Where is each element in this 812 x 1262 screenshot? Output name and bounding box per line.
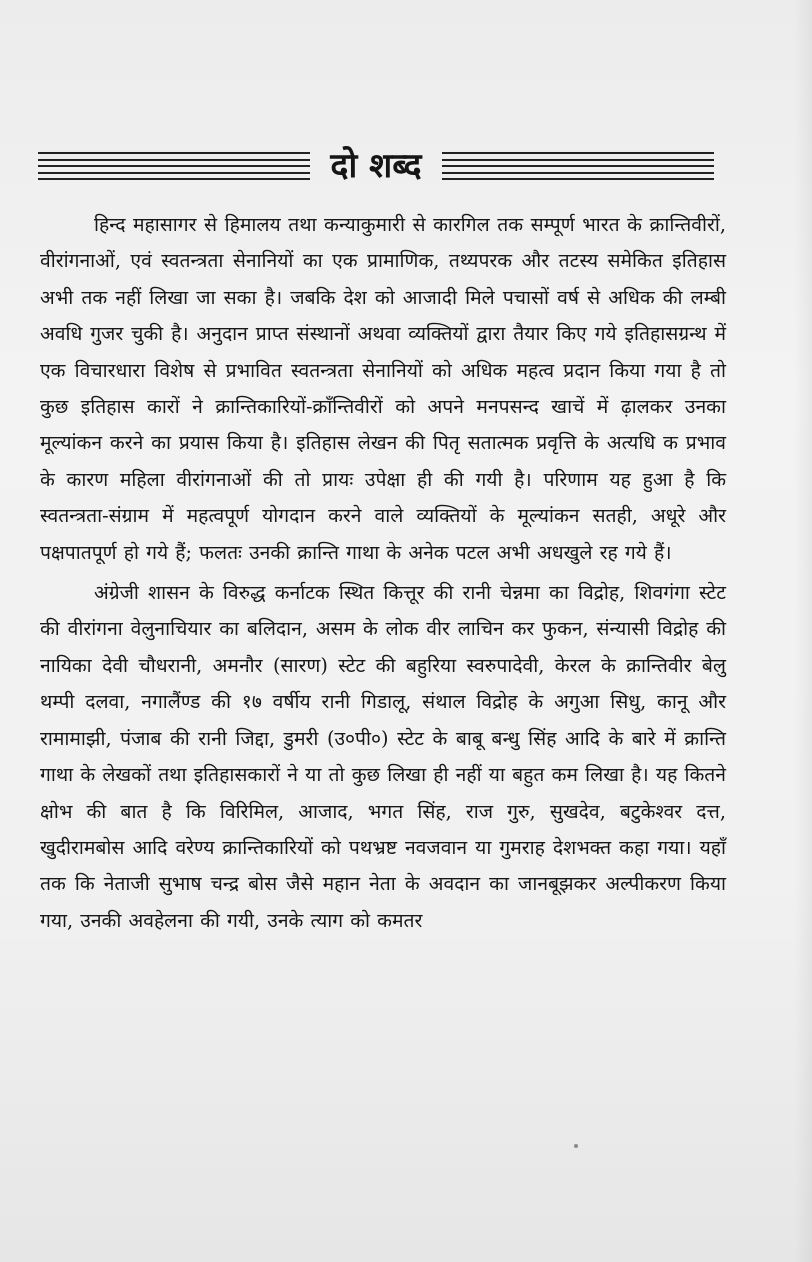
chapter-header	[38, 145, 714, 187]
chapter-title: दो शब्द	[330, 146, 422, 186]
header-rule-left	[38, 152, 310, 180]
body-text	[40, 207, 726, 939]
paragraph-2: अंग्रेजी शासन के विरुद्ध कर्नाटक स्थित कित्तूर की रानी चेन्नमा का विद्रोह, शिवगंगा स्टेट की वीरांगना वेलुनाचियार का बलिदान, असम के लोक वीर लाचिन कर फुकन, संन्यासी विद्रोह की नायिका देवी चौधरानी, अमनौर (सारण) स्टेट की बहुरिया स्वरुपादेवी, केरल के क्रान्तिवीर बेलु थम्पी दलवा, नगालैंण्ड की १७ वर्षीय रानी गिडालू, संथाल विद्रोह के अगुआ सिधु, कानू और रामामाझी, पंजाब की रानी जिद्दा, डुमरी (उ०पी०) स्टेट के बाबू बन्धु सिंह आदि के बारे में क्रान्ति गाथा के लेखकों तथा इतिहासकारों ने या तो कुछ लिखा ही नहीं या बहुत कम लिखा है। यह कितने क्षोभ की बात है कि विरिमिल, आजाद, भगत सिंह, राज गुरु, सुखदेव, बटुकेश्वर दत्त, खुदीरामबोस आदि वरेण्य क्रान्तिकारियों को पथभ्रष्ट नवजवान या गुमराह देशभक्त कहा गया। यहाँ तक कि नेताजी सुभाष चन्द्र बोस जैसे महान नेता के अवदान का जानबूझकर अल्पीकरण किया गया, उनकी अवहेलना की गयी, उनके त्याग को कमतर	[40, 581, 726, 932]
page-edge-shadow	[794, 0, 812, 1262]
header-rule-right	[442, 152, 714, 180]
paragraph-1: हिन्द महासागर से हिमालय तथा कन्याकुमारी से कारगिल तक सम्पूर्ण भारत के क्रान्तिवीरों, वीरांगनाओं, एवं स्वतन्त्रता सेनानियों का एक प्रामाणिक, तथ्यपरक और तटस्य समेकित इतिहास अभी तक नहीं लिखा जा सका है। जबकि देश को आजादी मिले पचासों वर्ष से अधिक की लम्बी अवधि गुजर चुकी है। अनुदान प्राप्त संस्थानों अथवा व्यक्तियों द्वारा तैयार किए गये इतिहासग्रन्थ में एक विचारधारा विशेष से प्रभावित स्वतन्त्रता सेनानियों को अधिक महत्व प्रदान किया गया है तो कुछ इतिहास कारों ने क्रान्तिकारियों-क्राँन्तिवीरों को अपने मनपसन्द खाचें में ढ़ालकर उनका मूल्यांकन करने का प्रयास किया है। इतिहास लेखन की पितृ सतात्मक प्रवृत्ति के अत्यधि क प्रभाव के कारण महिला वीरांगनाओं की तो प्रायः उपेक्षा ही की गयी है। परिणाम यह हुआ है कि स्वतन्त्रता-संग्राम में महत्वपूर्ण योगदान करने वाले व्यक्तियों के मूल्यांकन सतही, अधूरे और पक्षपातपूर्ण हो गये हैं; फलतः उनकी क्रान्ति गाथा के अनेक पटल अभी अधखुले रह गये हैं।	[40, 213, 726, 564]
page-speck	[574, 1144, 578, 1148]
